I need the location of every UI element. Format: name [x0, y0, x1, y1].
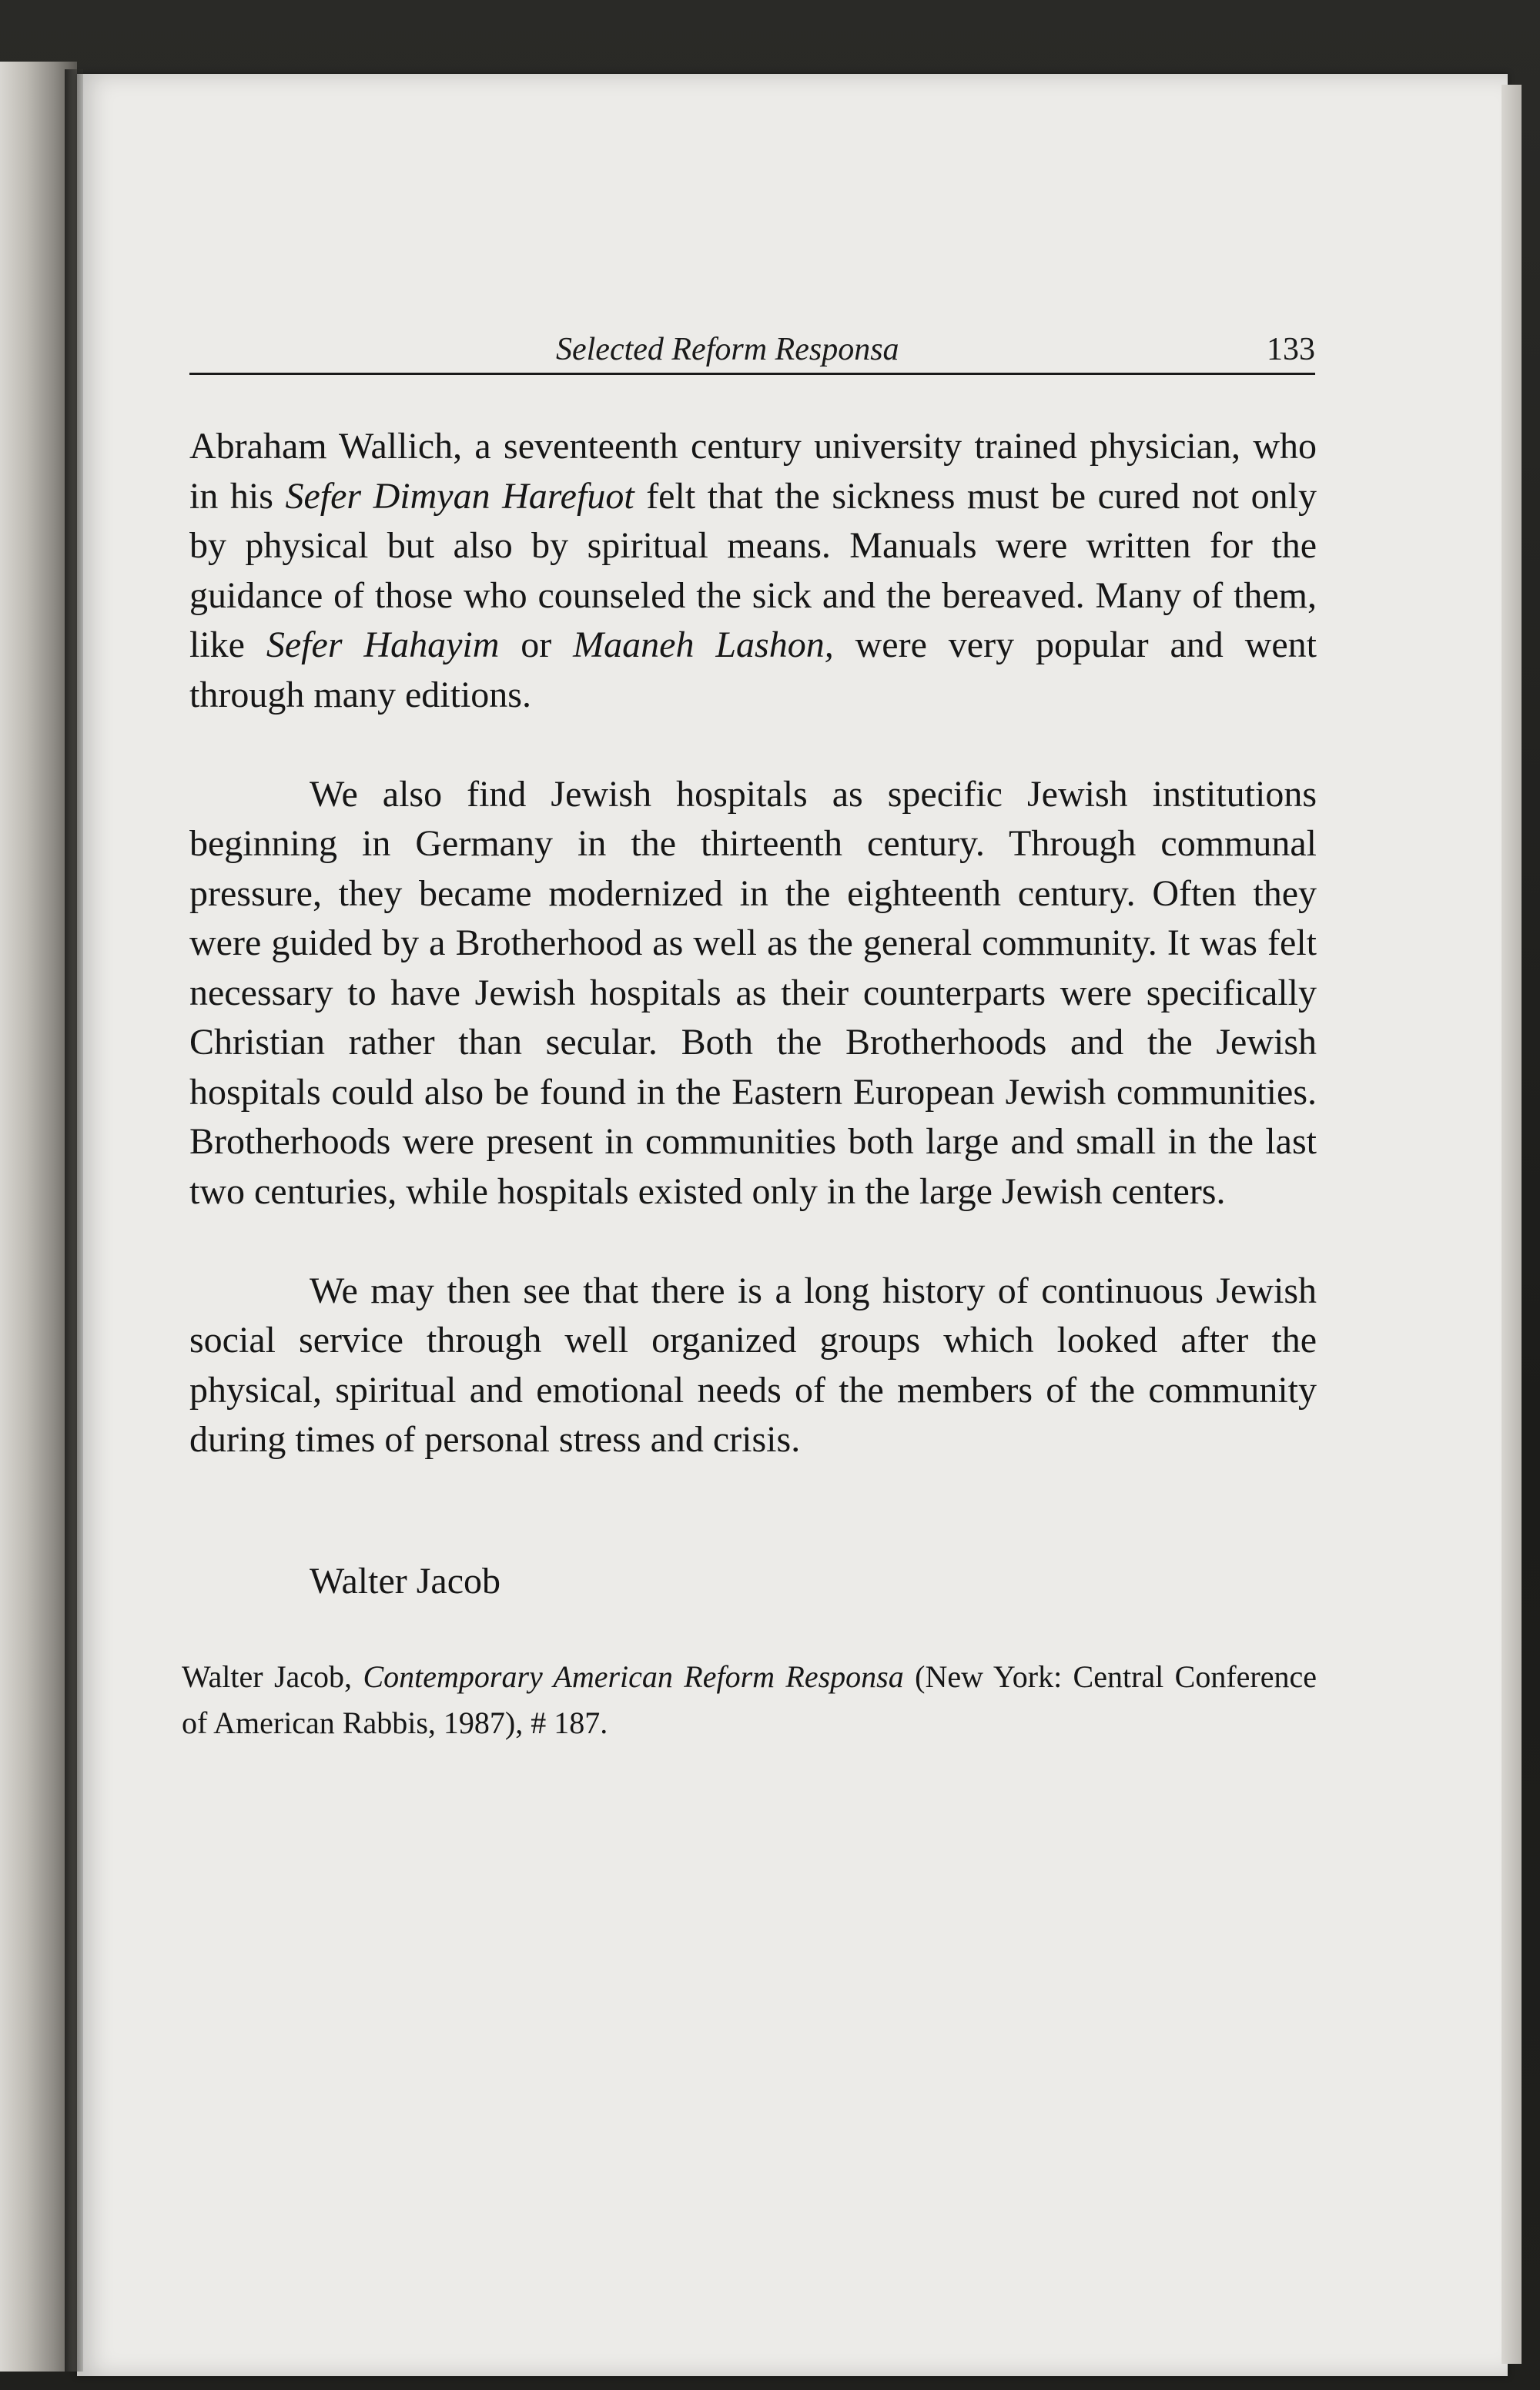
running-header — [189, 326, 1315, 375]
citation-publication: (New York: Central Conference of American Rabbis, 1987), # 187. — [182, 1659, 1317, 1740]
paragraph-2: We also find Jewish hospitals as specific Jewish institutions beginning in Germany in the thirteenth century. Through communal pressure, they became modernized in the eighteenth century. Often they were guided by a Brotherhood as well as the general community. It was felt necessary to have Jewish hospitals as their counterparts were specifically Christian rather than secular. Both the Brotherhoods and the Jewish hospitals could also be found in the Eastern European Jewish communities. Brotherhoods were present in communities both large and small in the last two centuries, while hospitals existed only in the large Jewish centers. — [189, 773, 1317, 1212]
page-number: 133 — [1267, 332, 1315, 367]
paragraph-1 — [189, 422, 1317, 720]
paragraph-3: We may then see that there is a long history of continuous Jewish social service through well organized groups which looked after the physical, spiritual and emotional needs of the members of the community during times of personal stress and crisis. — [189, 1270, 1317, 1460]
book-title-sefer-hahayim: Sefer Hahayim — [266, 624, 500, 665]
page-stack-edge — [1502, 85, 1522, 2364]
paragraph-1-text-c: or — [499, 624, 574, 665]
paragraph-1-text-b: felt that the sickness must be cured not only by physical but also by spiritual means. Manuals were written for the guidance of those who counseled the sick and the bereaved. Many of them, like — [189, 475, 1317, 665]
citation-title: Contemporary American Reform Responsa — [363, 1659, 904, 1694]
citation — [182, 1654, 1317, 1746]
body-text — [189, 422, 1317, 1465]
book-title-maaneh-lashon: Maaneh Lashon, — [573, 624, 834, 665]
running-title: Selected Reform Responsa — [556, 332, 899, 367]
paragraph-1-text-d: were very popular and went through many editions. — [189, 624, 1317, 715]
citation-author: Walter Jacob, — [182, 1659, 363, 1694]
book-title-sefer-dimyan-harefuot: Sefer Dimyan Harefuot — [285, 475, 634, 517]
signature: Walter Jacob — [310, 1561, 501, 1602]
spine-shadow — [65, 69, 83, 2372]
paragraph-1-text-a: Abraham Wallich, a seventeenth century university trained physician, who in his — [189, 426, 1317, 517]
